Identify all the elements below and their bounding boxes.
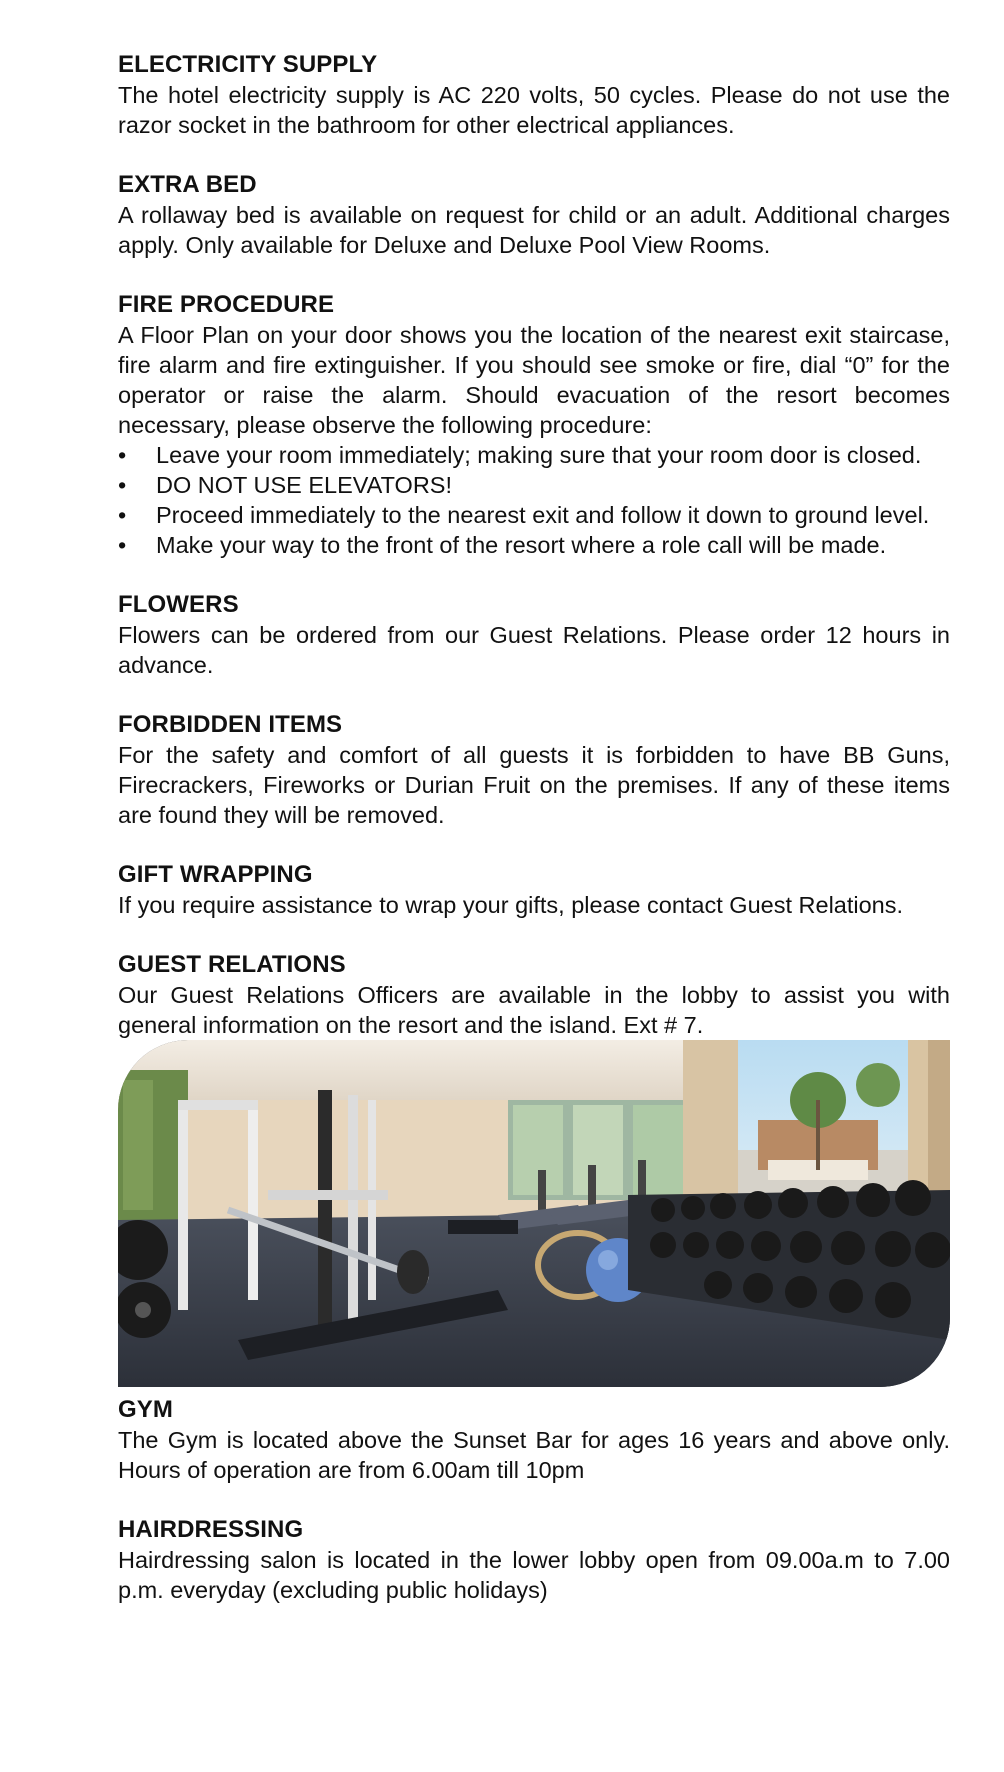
fire-procedure-list xyxy=(118,440,950,560)
section-heading: GYM xyxy=(118,1396,173,1423)
list-item xyxy=(118,530,950,560)
list-item-text: Make your way to the front of the resort where a role call will be made. xyxy=(156,532,887,558)
document-page xyxy=(118,50,950,1635)
section-text: For the safety and comfort of all guests it is forbidden to have BB Guns, Firecrackers, Fireworks or Durian Fruit on the premises. If any of these items are found they will be removed. xyxy=(118,742,950,828)
section-text: The hotel electricity supply is AC 220 volts, 50 cycles. Please do not use the razor socket in the bathroom for other electrical appliances. xyxy=(118,82,950,138)
section-extra-bed xyxy=(118,170,950,260)
section-text: Our Guest Relations Officers are available in the lobby to assist you with general information on the resort and the island. Ext # 7. xyxy=(118,982,950,1038)
section-gift-wrapping xyxy=(118,860,950,920)
section-text: Flowers can be ordered from our Guest Relations. Please order 12 hours in advance. xyxy=(118,622,950,678)
gym-illustration xyxy=(118,1040,950,1387)
section-electricity-supply xyxy=(118,50,950,140)
section-forbidden-items xyxy=(118,710,950,830)
section-heading: FORBIDDEN ITEMS xyxy=(118,711,343,738)
list-item-text: Leave your room immediately; making sure that your room door is closed. xyxy=(156,442,922,468)
section-heading: GIFT WRAPPING xyxy=(118,861,313,888)
section-text: If you require assistance to wrap your gifts, please contact Guest Relations. xyxy=(118,892,904,918)
section-text: A Floor Plan on your door shows you the location of the nearest exit staircase, fire alarm and fire extinguisher. If you should see smoke or fire, dial “0” for the operator or raise the alarm. Should evacuation of the resort becomes necessary, please observe the following procedure: xyxy=(118,322,950,438)
section-heading: HAIRDRESSING xyxy=(118,1516,304,1543)
bullet-icon: • xyxy=(118,472,127,498)
list-item xyxy=(118,440,950,470)
section-hairdressing xyxy=(118,1515,950,1605)
section-guest-relations xyxy=(118,950,950,1040)
section-text: A rollaway bed is available on request for child or an adult. Additional charges apply. Only available for Deluxe and Deluxe Pool View Rooms. xyxy=(118,202,950,258)
section-heading: EXTRA BED xyxy=(118,171,257,198)
section-heading: GUEST RELATIONS xyxy=(118,951,346,978)
list-item xyxy=(118,500,950,530)
section-fire-procedure xyxy=(118,290,950,560)
section-text: Hairdressing salon is located in the lower lobby open from 09.00a.m to 7.00 p.m. everyday (excluding public holidays) xyxy=(118,1547,950,1603)
list-item xyxy=(118,470,950,500)
list-item-text: Proceed immediately to the nearest exit and follow it down to ground level. xyxy=(156,502,930,528)
section-gym xyxy=(118,1395,950,1485)
gym-photo xyxy=(118,1040,950,1387)
list-item-text: DO NOT USE ELEVATORS! xyxy=(156,472,452,498)
section-heading: FIRE PROCEDURE xyxy=(118,291,335,318)
bullet-icon: • xyxy=(118,502,127,528)
section-heading: FLOWERS xyxy=(118,591,239,618)
bullet-icon: • xyxy=(118,532,127,558)
bullet-icon: • xyxy=(118,442,127,468)
section-heading: ELECTRICITY SUPPLY xyxy=(118,51,378,78)
section-text: The Gym is located above the Sunset Bar for ages 16 years and above only. Hours of operation are from 6.00am till 10pm xyxy=(118,1427,950,1483)
section-flowers xyxy=(118,590,950,680)
